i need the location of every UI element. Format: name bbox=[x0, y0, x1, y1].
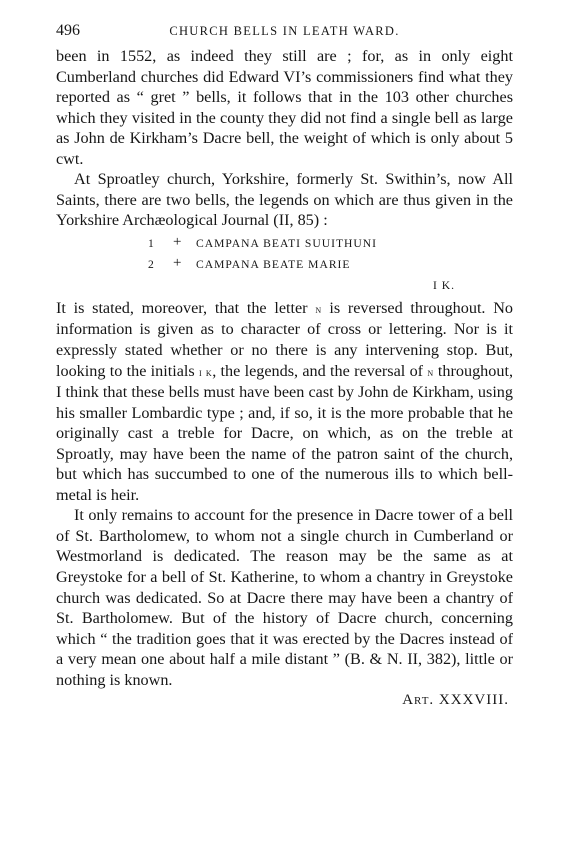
cross-icon: + bbox=[173, 233, 183, 250]
letter-n: n bbox=[315, 301, 322, 316]
paragraph-1: been in 1552, as indeed they still are ; for, as in only eight Cumberland churches did Edward VI’s commissioners find what they reported as “ gret ” bells, it follows that in the 103 other churches which they visited in the county they did not find a single bell as large as John de Kirkham’s Dacre bell, the weight of which is only about 5 cwt. bbox=[56, 47, 513, 168]
legend-initials: I K. bbox=[432, 278, 455, 292]
paragraph-3 bbox=[56, 298, 513, 505]
paragraph-3-part-b: is reversed throughout. No information is given as to character of cross or lettering. Nor is it expressly stated whether or no there is any intervening stop. But, looking to the initials bbox=[56, 298, 513, 380]
body-text bbox=[56, 46, 513, 690]
page-header bbox=[56, 22, 513, 46]
initials-ik: i k bbox=[199, 364, 213, 379]
legend-number: 2 bbox=[148, 257, 155, 271]
paragraph-3-part-a: It is stated, moreover, that the letter bbox=[56, 298, 316, 317]
page-number: 496 bbox=[56, 22, 80, 39]
running-head: CHURCH BELLS IN LEATH WARD. bbox=[169, 24, 400, 38]
catchword: Art. XXXVIII. bbox=[402, 692, 509, 709]
bell-legend-2 bbox=[56, 254, 513, 275]
paragraph-4: It only remains to account for the presence in Dacre tower of a bell of St. Bartholomew, to whom not a single church in Cumberland or Westmorland is dedicated. The reason may be the same as at Greystoke for a bell of St. Katherine, to whom a chantry in Greystoke church was dedicated. So at Dacre there may have been a chantry of St. Bartholomew. But of the history of Dacre church, concerning which “ the tradition goes that it was erected by the Dacres instead of a very mean one about half a mile distant ” (B. & N. II, 382), little or nothing is known. bbox=[56, 506, 513, 689]
legend-text: CAMPANA BEATI SUUITHUNI bbox=[196, 236, 378, 250]
legend-number: 1 bbox=[148, 236, 155, 250]
paragraph-3-part-d: throughout, I think that these bells must have been cast by John de Kirkham, using his smaller Lombardic type ; and, if so, it is the more probable that he originally cast a treble for Dacre, on which, as on the treble at Sproatly, may have been the name of the patron saint of the church, but which has succumbed to one of the numerous ills to which bell-metal is heir. bbox=[56, 361, 513, 504]
paragraph-3-part-c: , the legends, and the reversal of bbox=[212, 361, 428, 380]
letter-n: n bbox=[427, 364, 434, 379]
legend-text: CAMPANA BEATE MARIE bbox=[196, 257, 351, 271]
bell-legend-1 bbox=[56, 233, 513, 254]
bell-legends bbox=[56, 233, 513, 296]
paragraph-2: At Sproatley church, Yorkshire, formerly St. Swithin’s, now All Saints, there are two bells, the legends on which are thus given in the Yorkshire Archæological Journal (II, 85) : bbox=[56, 170, 513, 230]
cross-icon: + bbox=[173, 254, 183, 271]
